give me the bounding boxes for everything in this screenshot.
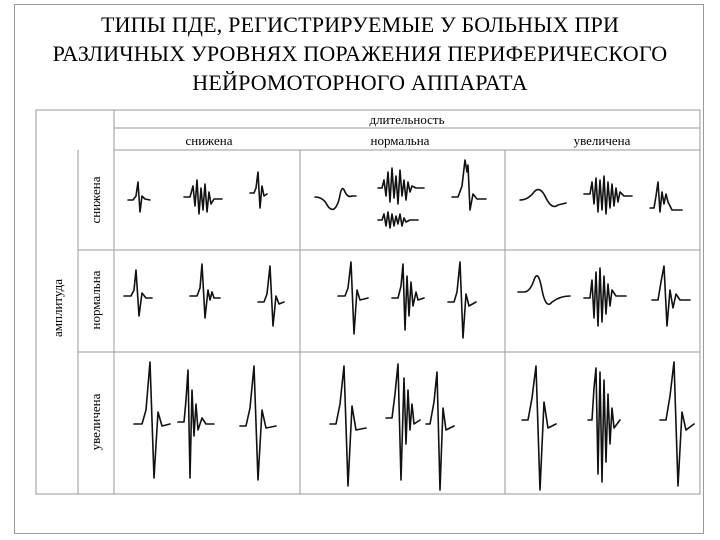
muap-trace <box>258 266 284 326</box>
muap-trace <box>518 276 570 305</box>
muap-trace <box>178 370 214 478</box>
muap-trace <box>584 176 632 214</box>
muap-trace <box>240 366 276 480</box>
muap-trace <box>330 366 366 486</box>
muap-trace <box>128 182 150 212</box>
column-label-decreased: снижена <box>185 133 233 148</box>
muap-trace <box>184 180 222 214</box>
amplitude-header: амплитуда <box>50 279 65 337</box>
muap-trace <box>134 362 170 478</box>
column-label-increased: увеличена <box>573 133 631 148</box>
muap-trace <box>315 189 356 210</box>
muap-trace <box>190 264 220 318</box>
row-label-increased: увеличена <box>88 393 103 451</box>
muap-trace <box>588 368 620 482</box>
muap-trace <box>584 268 626 326</box>
muap-trace <box>338 262 368 334</box>
muap-trace <box>392 264 424 330</box>
muap-trace <box>378 168 424 204</box>
row-label-decreased: снижена <box>88 176 103 224</box>
muap-trace <box>652 266 690 326</box>
muap-trace <box>650 182 682 212</box>
muap-trace <box>660 362 694 486</box>
muap-trace <box>520 190 566 207</box>
muap-trace <box>426 372 454 490</box>
duration-header: длительность <box>369 112 445 127</box>
muap-trace <box>452 160 486 210</box>
column-label-normal: нормальна <box>370 133 430 148</box>
row-label-normal: нормальна <box>88 270 103 330</box>
title-line-1: ТИПЫ ПДЕ, РЕГИСТРИРУЕМЫЕ У БОЛЬНЫХ ПРИ <box>100 12 620 37</box>
muap-trace <box>448 262 476 338</box>
title-line-3: НЕЙРОМОТОРНОГО АППАРАТА <box>192 70 528 95</box>
muap-trace <box>386 364 420 480</box>
title-line-2: РАЗЛИЧНЫХ УРОВНЯХ ПОРАЖЕНИЯ ПЕРИФЕРИЧЕСКОГО <box>52 41 668 66</box>
muap-trace <box>378 212 418 228</box>
muap-trace <box>124 270 152 316</box>
muap-trace <box>522 366 556 490</box>
muap-trace <box>250 172 267 208</box>
